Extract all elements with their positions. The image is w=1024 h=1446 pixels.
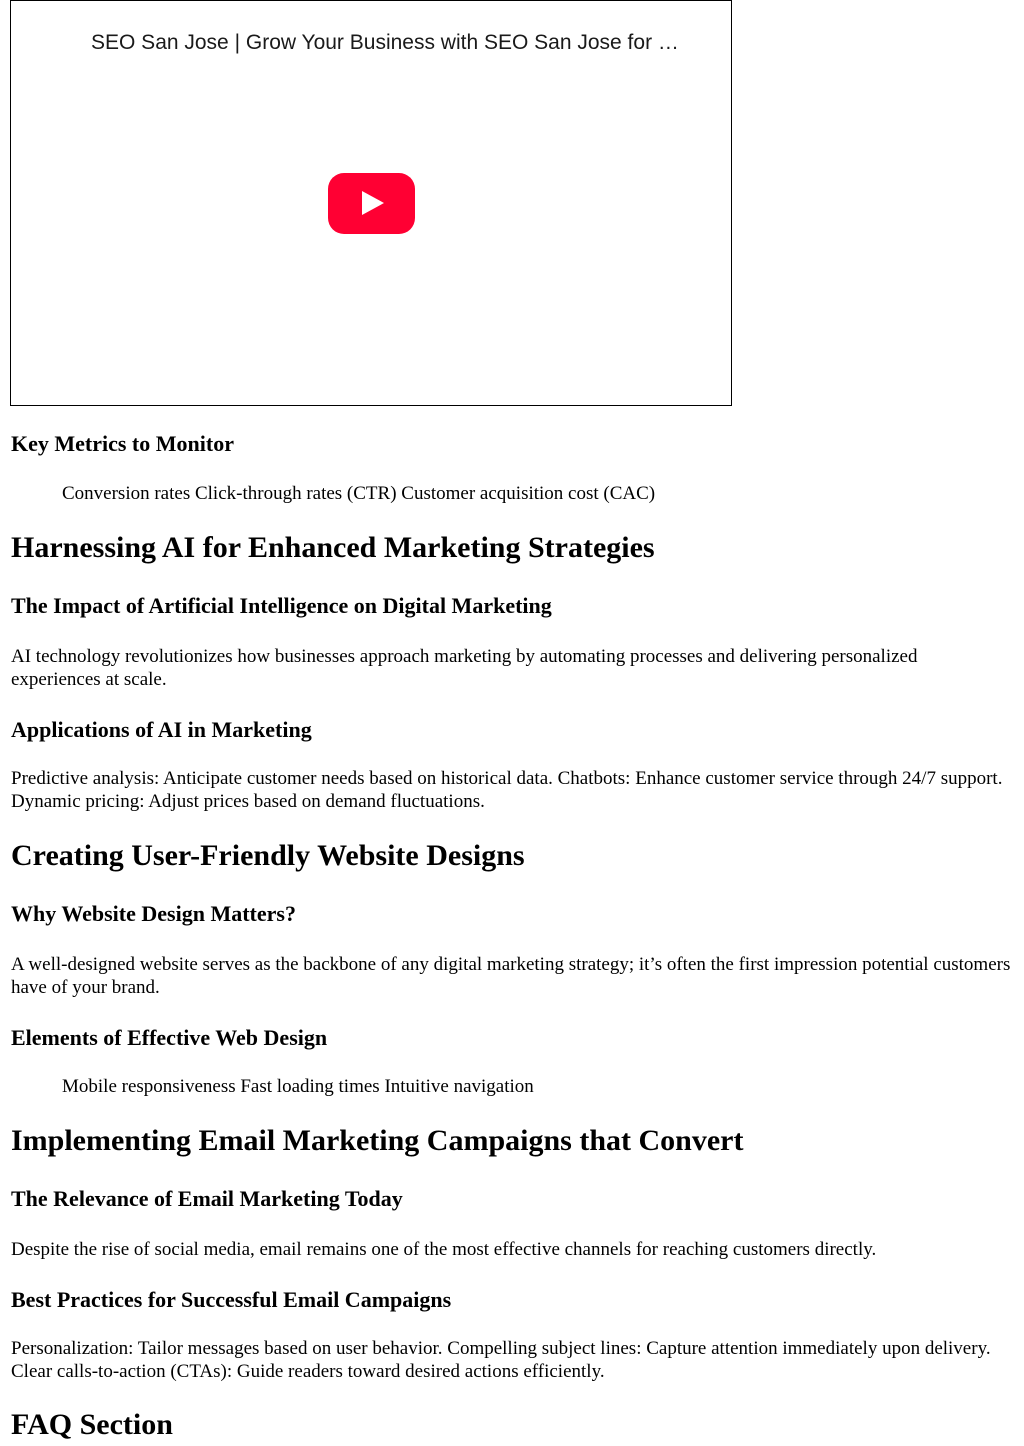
heading-faq: FAQ Section [11, 1408, 173, 1441]
video-embed[interactable] [10, 0, 732, 406]
heading-email-relevance: The Relevance of Email Marketing Today [11, 1186, 403, 1211]
ai-applications-text: Predictive analysis: Anticipate customer needs based on historical data. Chatbots: Enhance customer service through 24/7 support. Dynamic pricing: Adjust prices based on demand fluctuations. [11, 768, 1003, 812]
key-metrics-list: Conversion rates Click-through rates (CTR) Customer acquisition cost (CAC) [62, 483, 656, 504]
heading-key-metrics: Key Metrics to Monitor [11, 431, 234, 456]
play-icon [362, 191, 384, 215]
email-relevance-text: Despite the rise of social media, email remains one of the most effective channels for reaching customers directly. [11, 1239, 877, 1260]
play-button[interactable] [328, 173, 415, 234]
web-design-elements-list: Mobile responsiveness Fast loading times Intuitive navigation [62, 1076, 534, 1097]
heading-why-website-design: Why Website Design Matters? [11, 901, 296, 926]
heading-web-design-elements: Elements of Effective Web Design [11, 1025, 328, 1050]
website-design-text: A well-designed website serves as the backbone of any digital marketing strategy; it’s often the first impression potential customers have of your brand. [11, 954, 1011, 998]
heading-ai-impact: The Impact of Artificial Intelligence on Digital Marketing [11, 593, 552, 618]
heading-website-designs: Creating User-Friendly Website Designs [11, 839, 525, 872]
ai-impact-text: AI technology revolutionizes how businesses approach marketing by automating processes and delivering personalized experiences at scale. [11, 646, 918, 690]
heading-email-best-practices: Best Practices for Successful Email Campaigns [11, 1287, 452, 1312]
heading-ai-applications: Applications of AI in Marketing [11, 717, 312, 742]
heading-email-marketing: Implementing Email Marketing Campaigns that Convert [11, 1124, 744, 1157]
heading-harnessing-ai: Harnessing AI for Enhanced Marketing Strategies [11, 531, 655, 564]
email-best-practices-text: Personalization: Tailor messages based on user behavior. Compelling subject lines: Capture attention immediately upon delivery. Clear calls-to-action (CTAs): Guide readers toward desired actions efficiently. [11, 1338, 991, 1382]
video-title[interactable]: SEO San Jose | Grow Your Business with SEO San Jose for … [91, 31, 679, 54]
